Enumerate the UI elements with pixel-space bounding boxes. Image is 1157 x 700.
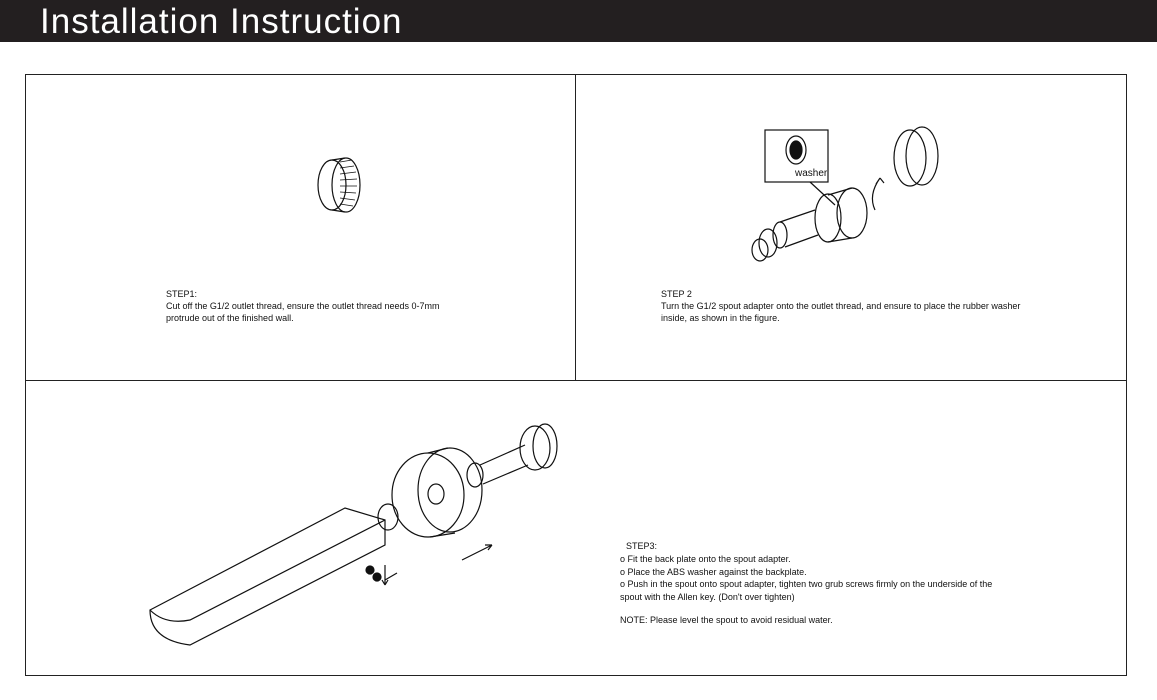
outlet-thread-illustration-step1 [318,158,360,212]
page-title: Installation Instruction [40,2,403,41]
step2-text [661,288,1020,324]
step1-line: Cut off the G1/2 outlet thread, ensure the outlet thread needs 0-7mm [166,301,440,311]
step2-line: inside, as shown in the figure. [661,313,780,323]
step3-text [620,540,992,627]
step1-heading: STEP1: [166,289,198,299]
step3-heading: STEP3: [626,541,658,551]
washer-callout-label: washer [795,168,828,179]
step1-line: protrude out of the finished wall. [166,313,294,323]
spout-adapter-illustration-step2 [752,127,938,261]
step3-line: o Push in the spout onto spout adapter, tighten two grub screws firmly on the underside of the [620,579,993,590]
step3-line: o Place the ABS washer against the backplate. [620,566,807,577]
step2-line: Turn the G1/2 spout adapter onto the outlet thread, and ensure to place the rubber washer [661,301,1021,311]
step3-line: o Fit the back plate onto the spout adapter. [620,553,791,564]
step1-text [166,288,440,324]
spout-assembly-illustration-step3 [150,424,557,645]
step2-heading: STEP 2 [661,289,692,299]
step3-note: NOTE: Please level the spout to avoid residual water. [620,614,833,625]
step3-line: spout with the Allen key. (Don't over tighten) [620,592,795,603]
